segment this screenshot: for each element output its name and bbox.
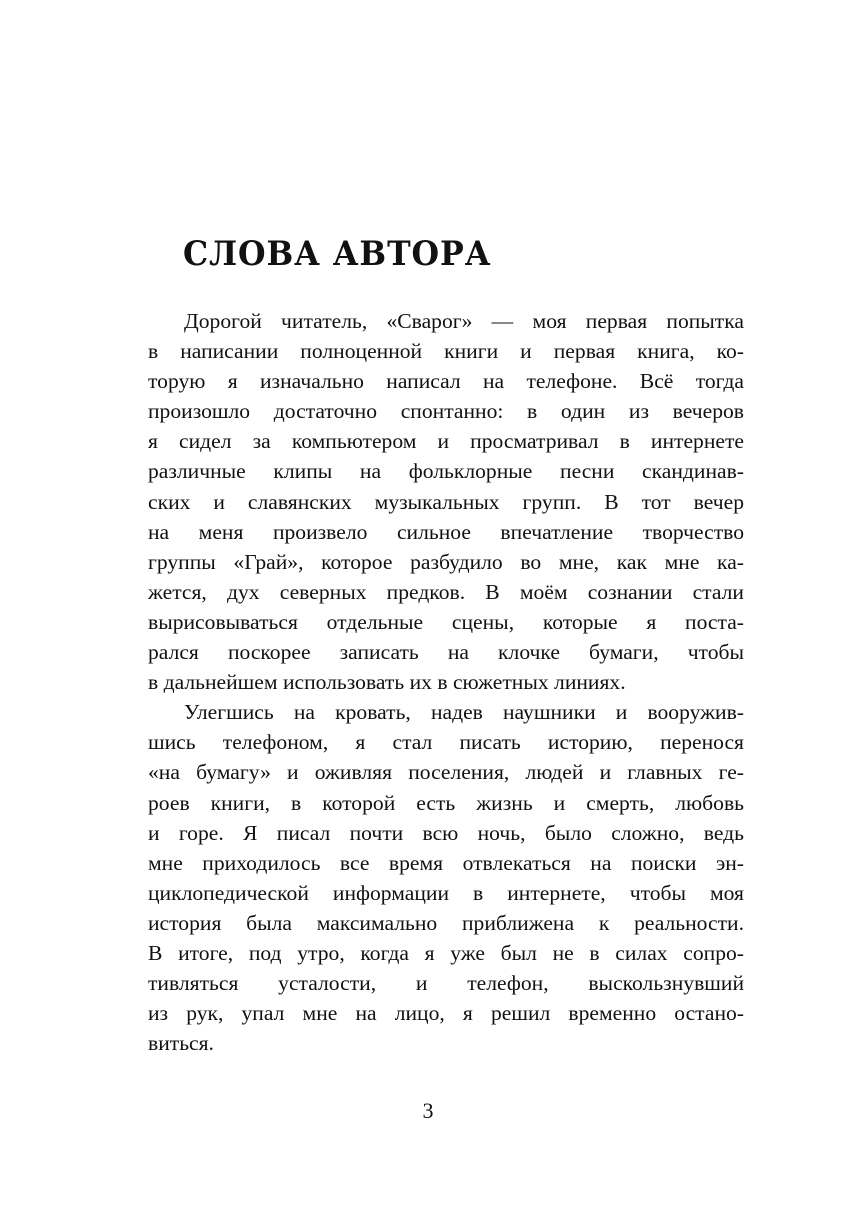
text-line: различные клипы на фольклорные песни скандинав- bbox=[148, 459, 744, 484]
text-line: ских и славянских музыкальных групп. В тот вечер bbox=[148, 489, 744, 514]
paragraph bbox=[148, 697, 744, 1058]
text-line: из рук, упал мне на лицо, я решил временно остано- bbox=[148, 1001, 744, 1026]
text-line: Дорогой читатель, «Сварог» — моя первая попытка bbox=[184, 309, 744, 333]
text-line: шись телефоном, я стал писать историю, перенося bbox=[148, 730, 744, 755]
text-line: в дальнейшем использовать их в сюжетных линиях. bbox=[148, 670, 626, 695]
paragraph bbox=[148, 306, 744, 697]
chapter-title: СЛОВА АВТОРА bbox=[183, 234, 492, 274]
text-line: В итоге, под утро, когда я уже был не в силах сопро- bbox=[148, 940, 744, 965]
text-line: тивляться усталости, и телефон, выскользнувший bbox=[148, 971, 744, 996]
text-line: рался поскорее записать на клочке бумаги, чтобы bbox=[148, 640, 744, 665]
text-line: виться. bbox=[148, 1031, 214, 1056]
text-line: Улегшись на кровать, надев наушники и вооружив- bbox=[184, 700, 744, 725]
text-line: и горе. Я писал почти всю ночь, было сложно, ведь bbox=[148, 820, 744, 845]
text-line: история была максимально приближена к реальности. bbox=[148, 910, 744, 935]
page-number: 3 bbox=[422, 1098, 434, 1123]
text-line: на меня произвело сильное впечатление творчество bbox=[148, 519, 744, 544]
text-line: в написании полноценной книги и первая книга, ко- bbox=[148, 339, 744, 364]
text-line: я сидел за компьютером и просматривал в интернете bbox=[148, 429, 744, 454]
text-line: группы «Грай», которое разбудило во мне, как мне ка- bbox=[148, 549, 744, 574]
text-line: произошло достаточно спонтанно: в один из вечеров bbox=[148, 399, 744, 424]
text-line: роев книги, в которой есть жизнь и смерть, любовь bbox=[148, 790, 744, 815]
text-line: мне приходилось все время отвлекаться на поиски эн- bbox=[148, 850, 744, 875]
text-line: торую я изначально написал на телефоне. Всё тогда bbox=[148, 369, 744, 394]
text-line: жется, дух северных предков. В моём сознании стали bbox=[148, 579, 744, 604]
text-line: «на бумагу» и оживляя поселения, людей и главных ге- bbox=[148, 760, 744, 785]
text-line: вырисовываться отдельные сцены, которые я поста- bbox=[148, 609, 744, 634]
body-text bbox=[148, 306, 744, 1058]
text-line: циклопедической информации в интернете, чтобы моя bbox=[148, 880, 744, 905]
